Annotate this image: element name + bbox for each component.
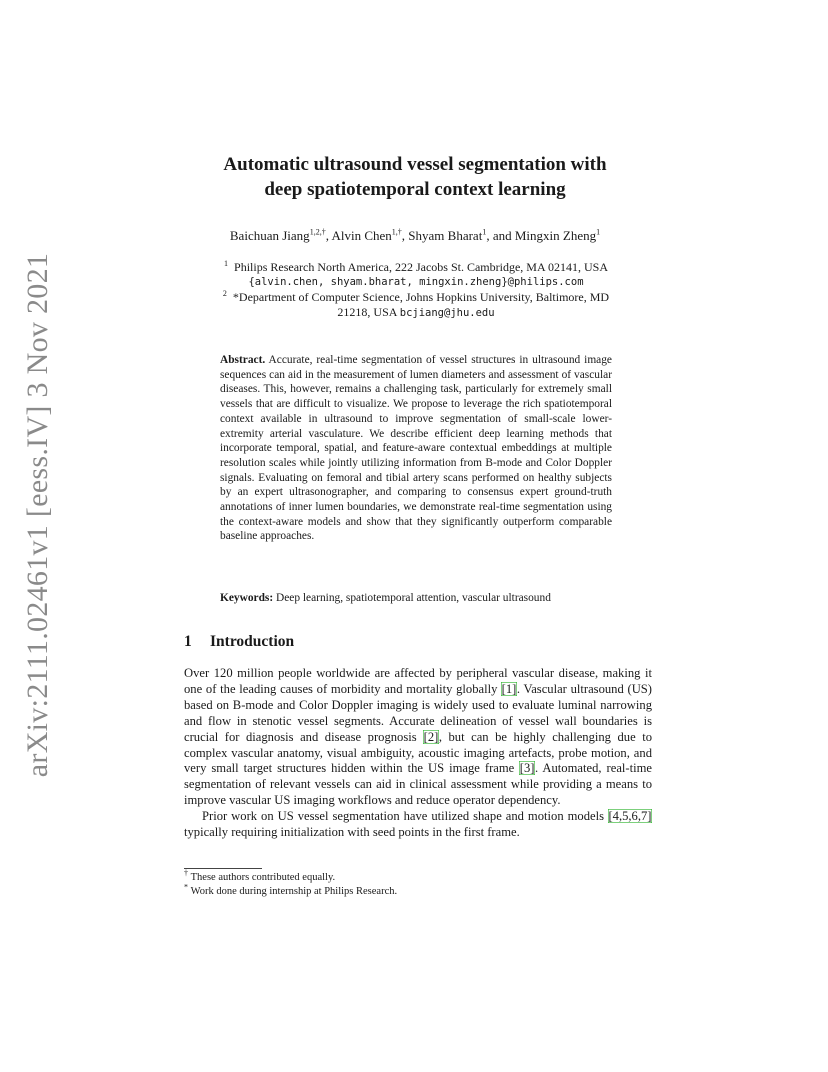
author-name: Alvin Chen: [331, 228, 392, 243]
abstract-label: Abstract.: [220, 354, 266, 366]
affiliation-2-line2: [190, 305, 642, 321]
abstract: [220, 353, 612, 544]
title-line-2: deep spatiotemporal context learning: [264, 179, 566, 200]
keywords: [220, 592, 630, 604]
arxiv-identifier: arXiv:2111.02461v1 [eess.IV] 3 Nov 2021: [21, 252, 54, 778]
paragraph: [184, 809, 652, 841]
author-separator: ,: [325, 228, 332, 243]
citation-link[interactable]: [1]: [501, 681, 517, 696]
affiliation-2-email: bcjiang@jhu.edu: [399, 307, 495, 319]
footnote-text: These authors contributed equally.: [190, 872, 336, 883]
affiliation-marker: 1: [224, 259, 229, 268]
author-sup: 1: [482, 227, 487, 237]
keywords-text: Deep learning, spatiotemporal attention, vascular ultrasound: [276, 592, 551, 604]
footnote: [184, 882, 652, 899]
author-sup: 1: [596, 227, 601, 237]
affiliation-text: 21218, USA: [337, 305, 397, 319]
abstract-text: Accurate, real-time segmentation of vessel structures in ultrasound image sequences can aid in the measurement of lumen diameters and assessment of vascular diseases. This, however, remains a challenging task, particularly for extremely small vessels that are difficult to visualize. We propose to leverage the rich spatiotemporal context available in ultrasound to improve segmentation of small-scale lower-extremity arterial vasculature. We describe efficient deep learning methods that incorporate temporal, spatial, and feature-aware contextual embeddings at multiple resolution scales while jointly utilizing information from B-mode and Color Doppler signals. Evaluating on femoral and tibial artery scans performed on healthy subjects by an expert ultrasonographer, and comparing to consensus expert ground-truth annotations of inner lumen boundaries, we demonstrate real-time segmentation using the context-aware models and show that they significantly outperform comparable baseline approaches.: [220, 354, 612, 543]
author-separator: , and: [486, 228, 515, 243]
arxiv-sidebar: [14, 252, 62, 778]
affiliations: [190, 260, 642, 321]
affiliation-marker: 2: [222, 289, 227, 298]
footnote-divider: [184, 868, 262, 869]
paper-title: [150, 152, 680, 202]
author-list: [150, 228, 680, 244]
affiliation-1-emails: {alvin.chen, shyam.bharat, mingxin.zheng}@philips.com: [248, 276, 584, 288]
footnote: [184, 868, 652, 885]
paragraph-text: Over 120 million people worldwide are affected by peripheral vascular disease, making it one of the leading causes of morbidity and mortality globally: [184, 666, 652, 696]
keywords-label: Keywords:: [220, 592, 274, 604]
paragraph-text: . Vascular ultrasound (US) based on B-mode and Color Doppler imaging is widely used to evaluate luminal narrowing and flow in stenotic vessel segments. Accurate delineation of vessel wall boundaries is crucial for diagnosis and disease prognosis: [184, 681, 652, 744]
author-sup: 1,†: [391, 227, 402, 237]
paragraph-text: . Automated, real-time segmentation of relevant vessels can aid in clinical assessment while providing a means to improve vascular US imaging workflows and reduce operator dependency.: [184, 761, 652, 808]
author-name: Shyam Bharat: [408, 228, 483, 243]
author-name: Mingxin Zheng: [514, 228, 597, 243]
footnote-text: Work done during internship at Philips Research.: [190, 886, 398, 897]
title-line-1: Automatic ultrasound vessel segmentation with: [223, 154, 607, 175]
section-number: 1: [184, 633, 192, 650]
citation-link[interactable]: [2]: [423, 729, 439, 744]
citation-link[interactable]: [4,5,6,7]: [608, 809, 652, 824]
paragraph: [184, 666, 652, 809]
paragraph-text: , but can be highly challenging due to complex vascular anatomy, visual ambiguity, acoustic imaging artefacts, probe motion, and very small target structures hidden within the US image frame: [184, 729, 652, 776]
citation-link[interactable]: [3]: [519, 761, 535, 776]
introduction-body: [184, 666, 652, 841]
affiliation-1: [190, 260, 642, 275]
footnote-marker: *: [184, 882, 188, 892]
section-title: Introduction: [210, 633, 295, 650]
author-name: Baichuan Jiang: [229, 228, 310, 243]
paragraph-text: Prior work on US vessel segmentation have utilized shape and motion models: [202, 809, 608, 824]
affiliation-text: Philips Research North America, 222 Jacobs St. Cambridge, MA 02141, USA: [234, 260, 608, 274]
paragraph-text: typically requiring initialization with seed points in the first frame.: [184, 825, 520, 840]
section-heading: [184, 633, 294, 651]
author-separator: ,: [401, 228, 409, 243]
footnote-marker: †: [184, 868, 188, 878]
footnotes: [184, 868, 652, 899]
affiliation-2: [190, 290, 642, 305]
affiliation-text: *Department of Computer Science, Johns Hopkins University, Baltimore, MD: [232, 290, 610, 304]
author-sup: 1,2,†: [309, 227, 326, 237]
